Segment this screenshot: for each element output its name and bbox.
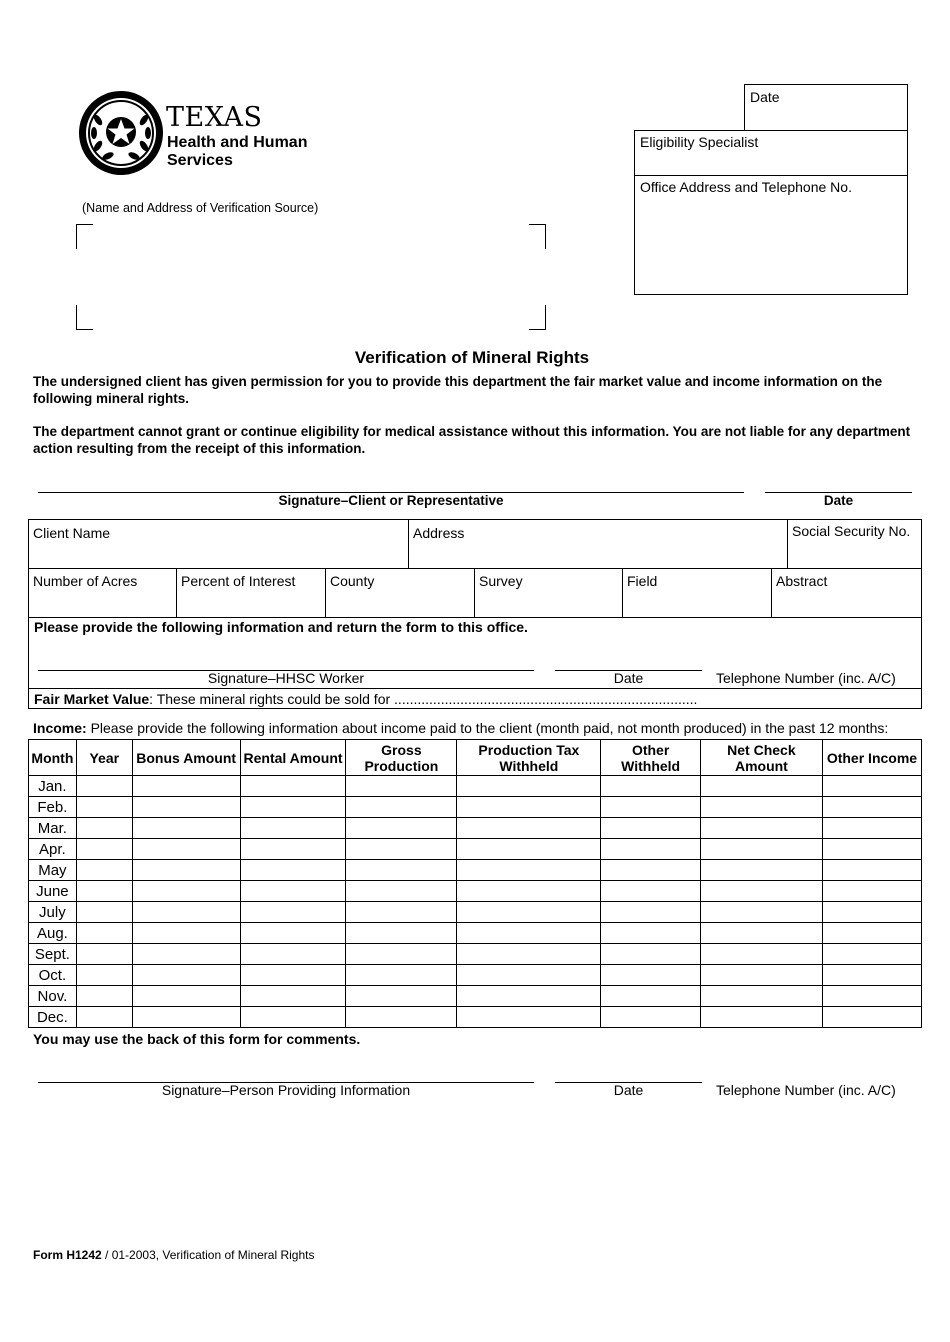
income-input-cell[interactable] bbox=[346, 965, 457, 986]
income-input-cell[interactable] bbox=[457, 944, 601, 965]
income-input-cell[interactable] bbox=[132, 986, 240, 1007]
income-row bbox=[29, 1007, 922, 1028]
income-input-cell[interactable] bbox=[822, 797, 921, 818]
month-cell: May bbox=[29, 860, 77, 881]
fair-market-value-desc: : These mineral rights could be sold for .............................................................................. bbox=[149, 691, 698, 707]
header-bonus-amount: Bonus Amount bbox=[132, 740, 240, 776]
income-input-cell[interactable] bbox=[822, 1007, 921, 1028]
income-row bbox=[29, 818, 922, 839]
form-id: Form H1242 bbox=[33, 1248, 102, 1262]
income-input-cell[interactable] bbox=[346, 797, 457, 818]
income-input-cell[interactable] bbox=[601, 923, 701, 944]
income-input-cell[interactable] bbox=[346, 944, 457, 965]
income-input-cell[interactable] bbox=[132, 1007, 240, 1028]
income-input-cell[interactable] bbox=[76, 881, 132, 902]
income-input-cell[interactable] bbox=[700, 818, 822, 839]
logo-subtitle-1: Health and Human bbox=[167, 134, 308, 151]
income-input-cell[interactable] bbox=[132, 860, 240, 881]
abstract-label: Abstract bbox=[776, 573, 828, 589]
income-input-cell[interactable] bbox=[700, 776, 822, 797]
month-cell: Nov. bbox=[29, 986, 77, 1007]
income-input-cell[interactable] bbox=[457, 839, 601, 860]
provider-phone-label: Telephone Number (inc. A/C) bbox=[716, 1082, 896, 1098]
field-label: Field bbox=[627, 573, 658, 589]
income-input-cell[interactable] bbox=[457, 1007, 601, 1028]
office-address-box[interactable] bbox=[634, 175, 908, 295]
income-row bbox=[29, 839, 922, 860]
income-row bbox=[29, 881, 922, 902]
income-row bbox=[29, 860, 922, 881]
month-cell: Feb. bbox=[29, 797, 77, 818]
income-input-cell[interactable] bbox=[700, 965, 822, 986]
income-table bbox=[28, 739, 922, 1028]
survey-field[interactable] bbox=[474, 568, 623, 618]
hhsc-date-label: Date bbox=[613, 670, 644, 686]
income-input-cell[interactable] bbox=[601, 860, 701, 881]
income-input-cell[interactable] bbox=[822, 881, 921, 902]
client-name-field[interactable] bbox=[28, 519, 409, 569]
corner-mark bbox=[529, 305, 546, 330]
income-input-cell[interactable] bbox=[76, 944, 132, 965]
income-input-cell[interactable] bbox=[76, 923, 132, 944]
eligibility-specialist-label: Eligibility Specialist bbox=[640, 134, 759, 150]
income-input-cell[interactable] bbox=[346, 860, 457, 881]
income-input-cell[interactable] bbox=[132, 881, 240, 902]
income-input-cell[interactable] bbox=[240, 965, 346, 986]
income-row bbox=[29, 923, 922, 944]
income-row bbox=[29, 986, 922, 1007]
texas-seal-icon bbox=[78, 90, 164, 176]
income-input-cell[interactable] bbox=[601, 986, 701, 1007]
income-input-cell[interactable] bbox=[457, 818, 601, 839]
income-table-header bbox=[29, 740, 922, 776]
income-input-cell[interactable] bbox=[822, 923, 921, 944]
income-input-cell[interactable] bbox=[601, 944, 701, 965]
ssn-label: Social Security No. bbox=[792, 523, 911, 539]
form-rest: / 01-2003, Verification of Mineral Rights bbox=[101, 1248, 315, 1262]
month-cell: Aug. bbox=[29, 923, 77, 944]
income-input-cell[interactable] bbox=[457, 965, 601, 986]
comments-note: You may use the back of this form for comments. bbox=[33, 1031, 361, 1047]
month-cell: Oct. bbox=[29, 965, 77, 986]
income-input-cell[interactable] bbox=[132, 776, 240, 797]
hhsc-worker-signature-label: Signature–HHSC Worker bbox=[207, 670, 365, 686]
income-input-cell[interactable] bbox=[601, 881, 701, 902]
header-other-withheld: Other Withheld bbox=[601, 740, 701, 776]
income-input-cell[interactable] bbox=[601, 902, 701, 923]
header-rental-amount: Rental Amount bbox=[240, 740, 346, 776]
intro-paragraph-2: The department cannot grant or continue eligibility for medical assistance without this information. You are not liable for any department action resulting from the receipt of this information. bbox=[33, 424, 911, 456]
income-input-cell[interactable] bbox=[601, 965, 701, 986]
income-row bbox=[29, 965, 922, 986]
hhs-logo bbox=[78, 90, 308, 180]
income-input-cell[interactable] bbox=[346, 1007, 457, 1028]
income-input-cell[interactable] bbox=[601, 776, 701, 797]
income-input-cell[interactable] bbox=[132, 818, 240, 839]
fair-market-value-label: Fair Market Value bbox=[34, 691, 150, 707]
header-year: Year bbox=[76, 740, 132, 776]
income-input-cell[interactable] bbox=[240, 860, 346, 881]
income-input-cell[interactable] bbox=[240, 923, 346, 944]
logo-title: TEXAS bbox=[166, 102, 263, 133]
income-input-cell[interactable] bbox=[346, 986, 457, 1007]
month-cell: Sept. bbox=[29, 944, 77, 965]
income-input-cell[interactable] bbox=[76, 860, 132, 881]
income-input-cell[interactable] bbox=[346, 776, 457, 797]
client-signature-label: Signature–Client or Representative bbox=[278, 493, 504, 508]
provider-date-label: Date bbox=[613, 1082, 644, 1098]
field-field[interactable] bbox=[622, 568, 772, 618]
address-field[interactable] bbox=[408, 519, 788, 569]
income-input-cell[interactable] bbox=[76, 818, 132, 839]
income-input-cell[interactable] bbox=[76, 839, 132, 860]
client-date-label: Date bbox=[823, 493, 854, 508]
income-input-cell[interactable] bbox=[240, 902, 346, 923]
fair-market-value-row[interactable] bbox=[28, 688, 922, 709]
income-input-cell[interactable] bbox=[457, 776, 601, 797]
income-input-cell[interactable] bbox=[346, 818, 457, 839]
percent-interest-label: Percent of Interest bbox=[181, 573, 296, 589]
month-cell: Jan. bbox=[29, 776, 77, 797]
income-input-cell[interactable] bbox=[240, 986, 346, 1007]
income-input-cell[interactable] bbox=[132, 839, 240, 860]
month-cell: Dec. bbox=[29, 1007, 77, 1028]
ssn-field[interactable] bbox=[787, 519, 922, 569]
income-input-cell[interactable] bbox=[700, 986, 822, 1007]
income-intro bbox=[33, 720, 888, 736]
corner-mark bbox=[76, 305, 93, 330]
income-input-cell[interactable] bbox=[700, 881, 822, 902]
acres-field[interactable] bbox=[28, 568, 177, 618]
income-input-cell[interactable] bbox=[700, 860, 822, 881]
income-input-cell[interactable] bbox=[346, 923, 457, 944]
income-input-cell[interactable] bbox=[822, 965, 921, 986]
acres-label: Number of Acres bbox=[33, 573, 138, 589]
office-address-label: Office Address and Telephone No. bbox=[640, 179, 852, 195]
income-input-cell[interactable] bbox=[346, 881, 457, 902]
income-input-cell[interactable] bbox=[822, 839, 921, 860]
income-input-cell[interactable] bbox=[700, 839, 822, 860]
income-input-cell[interactable] bbox=[76, 965, 132, 986]
form-footer bbox=[33, 1248, 314, 1262]
corner-mark bbox=[76, 224, 93, 249]
header-gross-production: Gross Production bbox=[346, 740, 457, 776]
percent-interest-field[interactable] bbox=[176, 568, 326, 618]
income-input-cell[interactable] bbox=[601, 818, 701, 839]
income-input-cell[interactable] bbox=[240, 881, 346, 902]
income-input-cell[interactable] bbox=[601, 1007, 701, 1028]
income-row bbox=[29, 797, 922, 818]
income-input-cell[interactable] bbox=[132, 902, 240, 923]
provider-signature-label: Signature–Person Providing Information bbox=[161, 1082, 411, 1098]
income-desc: Please provide the following information about income paid to the client (month paid, not month produced) in the past 12 months: bbox=[86, 720, 889, 736]
verification-source-address-area[interactable] bbox=[76, 224, 546, 330]
income-input-cell[interactable] bbox=[700, 797, 822, 818]
income-input-cell[interactable] bbox=[132, 944, 240, 965]
verification-source-label: (Name and Address of Verification Source) bbox=[82, 201, 319, 215]
income-input-cell[interactable] bbox=[457, 902, 601, 923]
income-input-cell[interactable] bbox=[700, 944, 822, 965]
page-title: Verification of Mineral Rights bbox=[354, 348, 590, 367]
address-label: Address bbox=[413, 525, 465, 541]
income-input-cell[interactable] bbox=[240, 776, 346, 797]
date-box[interactable] bbox=[744, 84, 908, 131]
date-label: Date bbox=[750, 89, 780, 105]
income-table-body bbox=[29, 776, 922, 1028]
income-input-cell[interactable] bbox=[700, 902, 822, 923]
income-label: Income: bbox=[33, 720, 87, 736]
county-field[interactable] bbox=[325, 568, 475, 618]
income-row bbox=[29, 776, 922, 797]
income-input-cell[interactable] bbox=[822, 860, 921, 881]
income-input-cell[interactable] bbox=[457, 860, 601, 881]
income-input-cell[interactable] bbox=[822, 986, 921, 1007]
month-cell: Mar. bbox=[29, 818, 77, 839]
client-name-label: Client Name bbox=[33, 525, 111, 541]
fair-market-value-text bbox=[34, 691, 697, 707]
abstract-field[interactable] bbox=[771, 568, 922, 618]
income-input-cell[interactable] bbox=[76, 1007, 132, 1028]
header-month: Month bbox=[29, 740, 77, 776]
eligibility-specialist-box[interactable] bbox=[634, 130, 908, 176]
month-cell: July bbox=[29, 902, 77, 923]
hhsc-phone-label: Telephone Number (inc. A/C) bbox=[716, 670, 896, 686]
county-label: County bbox=[330, 573, 375, 589]
header-other-income: Other Income bbox=[822, 740, 921, 776]
request-text: Please provide the following information and return the form to this office. bbox=[34, 619, 528, 635]
income-input-cell[interactable] bbox=[822, 944, 921, 965]
income-input-cell[interactable] bbox=[457, 881, 601, 902]
income-row bbox=[29, 944, 922, 965]
intro-paragraph-1: The undersigned client has given permission for you to provide this department the fair market value and income information on the following mineral rights. bbox=[33, 374, 883, 406]
income-row bbox=[29, 902, 922, 923]
income-input-cell[interactable] bbox=[457, 923, 601, 944]
income-input-cell[interactable] bbox=[700, 1007, 822, 1028]
income-input-cell[interactable] bbox=[822, 902, 921, 923]
income-input-cell[interactable] bbox=[76, 776, 132, 797]
income-input-cell[interactable] bbox=[132, 965, 240, 986]
income-input-cell[interactable] bbox=[240, 818, 346, 839]
income-input-cell[interactable] bbox=[457, 986, 601, 1007]
header-net-check-amount: Net Check Amount bbox=[700, 740, 822, 776]
logo-subtitle-2: Services bbox=[167, 152, 233, 169]
income-input-cell[interactable] bbox=[700, 923, 822, 944]
income-input-cell[interactable] bbox=[132, 797, 240, 818]
month-cell: Apr. bbox=[29, 839, 77, 860]
survey-label: Survey bbox=[479, 573, 523, 589]
income-input-cell[interactable] bbox=[822, 776, 921, 797]
income-input-cell[interactable] bbox=[240, 839, 346, 860]
header-production-tax-withheld: Production Tax Withheld bbox=[457, 740, 601, 776]
income-input-cell[interactable] bbox=[132, 923, 240, 944]
income-input-cell[interactable] bbox=[346, 902, 457, 923]
income-input-cell[interactable] bbox=[240, 797, 346, 818]
income-input-cell[interactable] bbox=[601, 839, 701, 860]
income-input-cell[interactable] bbox=[601, 797, 701, 818]
income-input-cell[interactable] bbox=[240, 1007, 346, 1028]
income-input-cell[interactable] bbox=[76, 902, 132, 923]
income-input-cell[interactable] bbox=[346, 839, 457, 860]
income-input-cell[interactable] bbox=[76, 797, 132, 818]
income-input-cell[interactable] bbox=[457, 797, 601, 818]
income-input-cell[interactable] bbox=[240, 944, 346, 965]
month-cell: June bbox=[29, 881, 77, 902]
corner-mark bbox=[529, 224, 546, 249]
income-input-cell[interactable] bbox=[822, 818, 921, 839]
income-input-cell[interactable] bbox=[76, 986, 132, 1007]
